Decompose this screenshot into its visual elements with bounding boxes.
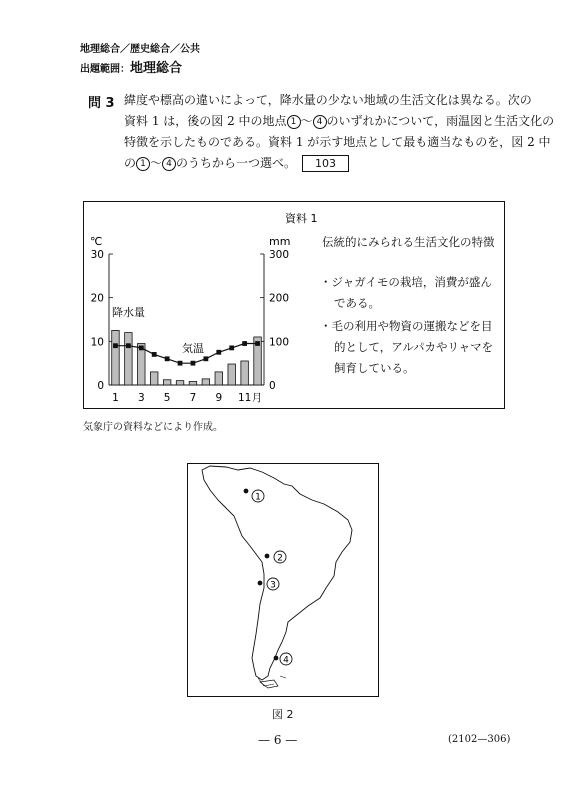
left-axis-unit: ℃ <box>90 235 103 248</box>
south-america-map <box>188 464 376 694</box>
right-tick-label: 300 <box>269 249 290 261</box>
x-tick-label: 11 <box>237 392 252 404</box>
coast-detail <box>258 676 286 686</box>
precip-label: 降水量 <box>112 306 145 319</box>
point-label-1 <box>252 490 264 503</box>
x-tick-label: 7 <box>189 392 197 404</box>
point-marker-1: 1 <box>136 157 150 171</box>
precip-bar <box>112 330 119 385</box>
point-marker-1: 1 <box>287 115 301 129</box>
svg-text:3: 3 <box>270 580 276 591</box>
month-suffix: 月 <box>251 392 263 404</box>
precip-bar <box>163 380 170 385</box>
svg-text:2: 2 <box>277 553 283 564</box>
precip-bar <box>189 382 196 385</box>
point-label-4 <box>280 653 292 666</box>
svg-text:1: 1 <box>255 492 261 503</box>
temp-label: 気温 <box>182 342 204 355</box>
x-tick-label: 3 <box>137 392 145 404</box>
left-tick-label: 10 <box>90 336 104 349</box>
right-tick-label: 100 <box>269 336 290 349</box>
range-label: 出題範囲： <box>80 64 130 75</box>
point-marker-4: 4 <box>313 115 327 129</box>
temp-point <box>139 345 144 350</box>
point-dot-4 <box>274 656 279 661</box>
precip-bar <box>202 379 209 385</box>
climograph <box>84 202 318 406</box>
trait-2-line-2: 的として，アルパカやリャマを <box>334 340 494 354</box>
question-line-3: 特徴を示したものである。資料 1 が示す地点として最も適当なものを，図 2 中 <box>124 135 551 149</box>
temp-point <box>203 356 208 361</box>
question-line-4 <box>124 153 349 174</box>
page-number: — 6 — <box>258 733 298 747</box>
point-dot-2 <box>265 554 270 559</box>
question-line-1: 緯度や標高の違いによって，降水量の少ない地域の生活文化は異なる。次の <box>124 93 532 107</box>
trait-2-line-1: ・毛の利用や物資の運搬などを目 <box>320 319 493 333</box>
tierra-del-fuego <box>260 680 278 688</box>
question-text: ～ <box>150 156 163 170</box>
precip-bar <box>215 372 222 385</box>
temp-point <box>165 356 170 361</box>
exam-range <box>80 57 182 76</box>
left-tick-label: 30 <box>90 249 104 261</box>
temp-point <box>152 352 157 357</box>
trait-1-line-2: である。 <box>334 296 380 310</box>
point-dot-3 <box>258 581 263 586</box>
map-caption: 図 2 <box>272 708 294 721</box>
precip-bar <box>176 381 183 385</box>
temp-point <box>229 345 234 350</box>
question-text: の <box>124 156 137 170</box>
answer-box[interactable]: 103 <box>302 155 349 172</box>
temp-point <box>126 343 131 348</box>
source-note: 気象庁の資料などにより作成。 <box>83 422 223 433</box>
trait-1-line-1: ・ジャガイモの栽培，消費が盛ん <box>320 275 492 289</box>
material-1-title: 資料 1 <box>285 212 318 225</box>
left-tick-label: 20 <box>90 292 104 305</box>
temp-point <box>178 361 183 366</box>
point-label-3 <box>267 578 279 591</box>
temp-point <box>191 361 196 366</box>
right-axis-unit: mm <box>269 235 291 248</box>
temp-point <box>216 350 221 355</box>
chart-plot <box>91 249 289 404</box>
exam-subjects: 地理総合／歴史総合／公共 <box>80 44 200 55</box>
continent-outline <box>202 466 352 680</box>
precip-bar <box>228 364 235 385</box>
range-value: 地理総合 <box>130 61 183 76</box>
point-marker-4: 4 <box>162 157 176 171</box>
precip-bar <box>150 372 157 385</box>
question-text: のいずれかについて，雨温図と生活文化の <box>326 114 555 128</box>
traits-title: 伝統的にみられる生活文化の特徴 <box>322 235 495 249</box>
question-text: ～ <box>300 114 313 128</box>
temp-point <box>113 343 118 348</box>
right-tick-label: 200 <box>269 292 290 305</box>
right-tick-label: 0 <box>269 380 276 392</box>
trait-2-line-3: 飼育している。 <box>334 361 415 375</box>
temp-point <box>242 341 247 346</box>
temp-point <box>255 341 260 346</box>
question-text: のうちから一つ選べ。 <box>176 156 297 170</box>
x-tick-label: 9 <box>215 392 223 404</box>
precip-bar <box>241 361 248 385</box>
left-tick-label: 0 <box>97 380 104 392</box>
question-line-2 <box>124 111 554 132</box>
point-label-2 <box>274 551 286 564</box>
x-tick-label: 1 <box>112 392 119 404</box>
page-code: (2102—306) <box>448 734 511 745</box>
svg-text:4: 4 <box>283 655 289 666</box>
question-label: 問 3 <box>88 96 115 111</box>
question-text: 資料 1 は，後の図 2 中の地点 <box>124 114 287 128</box>
point-dot-1 <box>244 489 249 494</box>
x-tick-label: 5 <box>163 392 171 404</box>
precip-bar <box>125 333 132 385</box>
